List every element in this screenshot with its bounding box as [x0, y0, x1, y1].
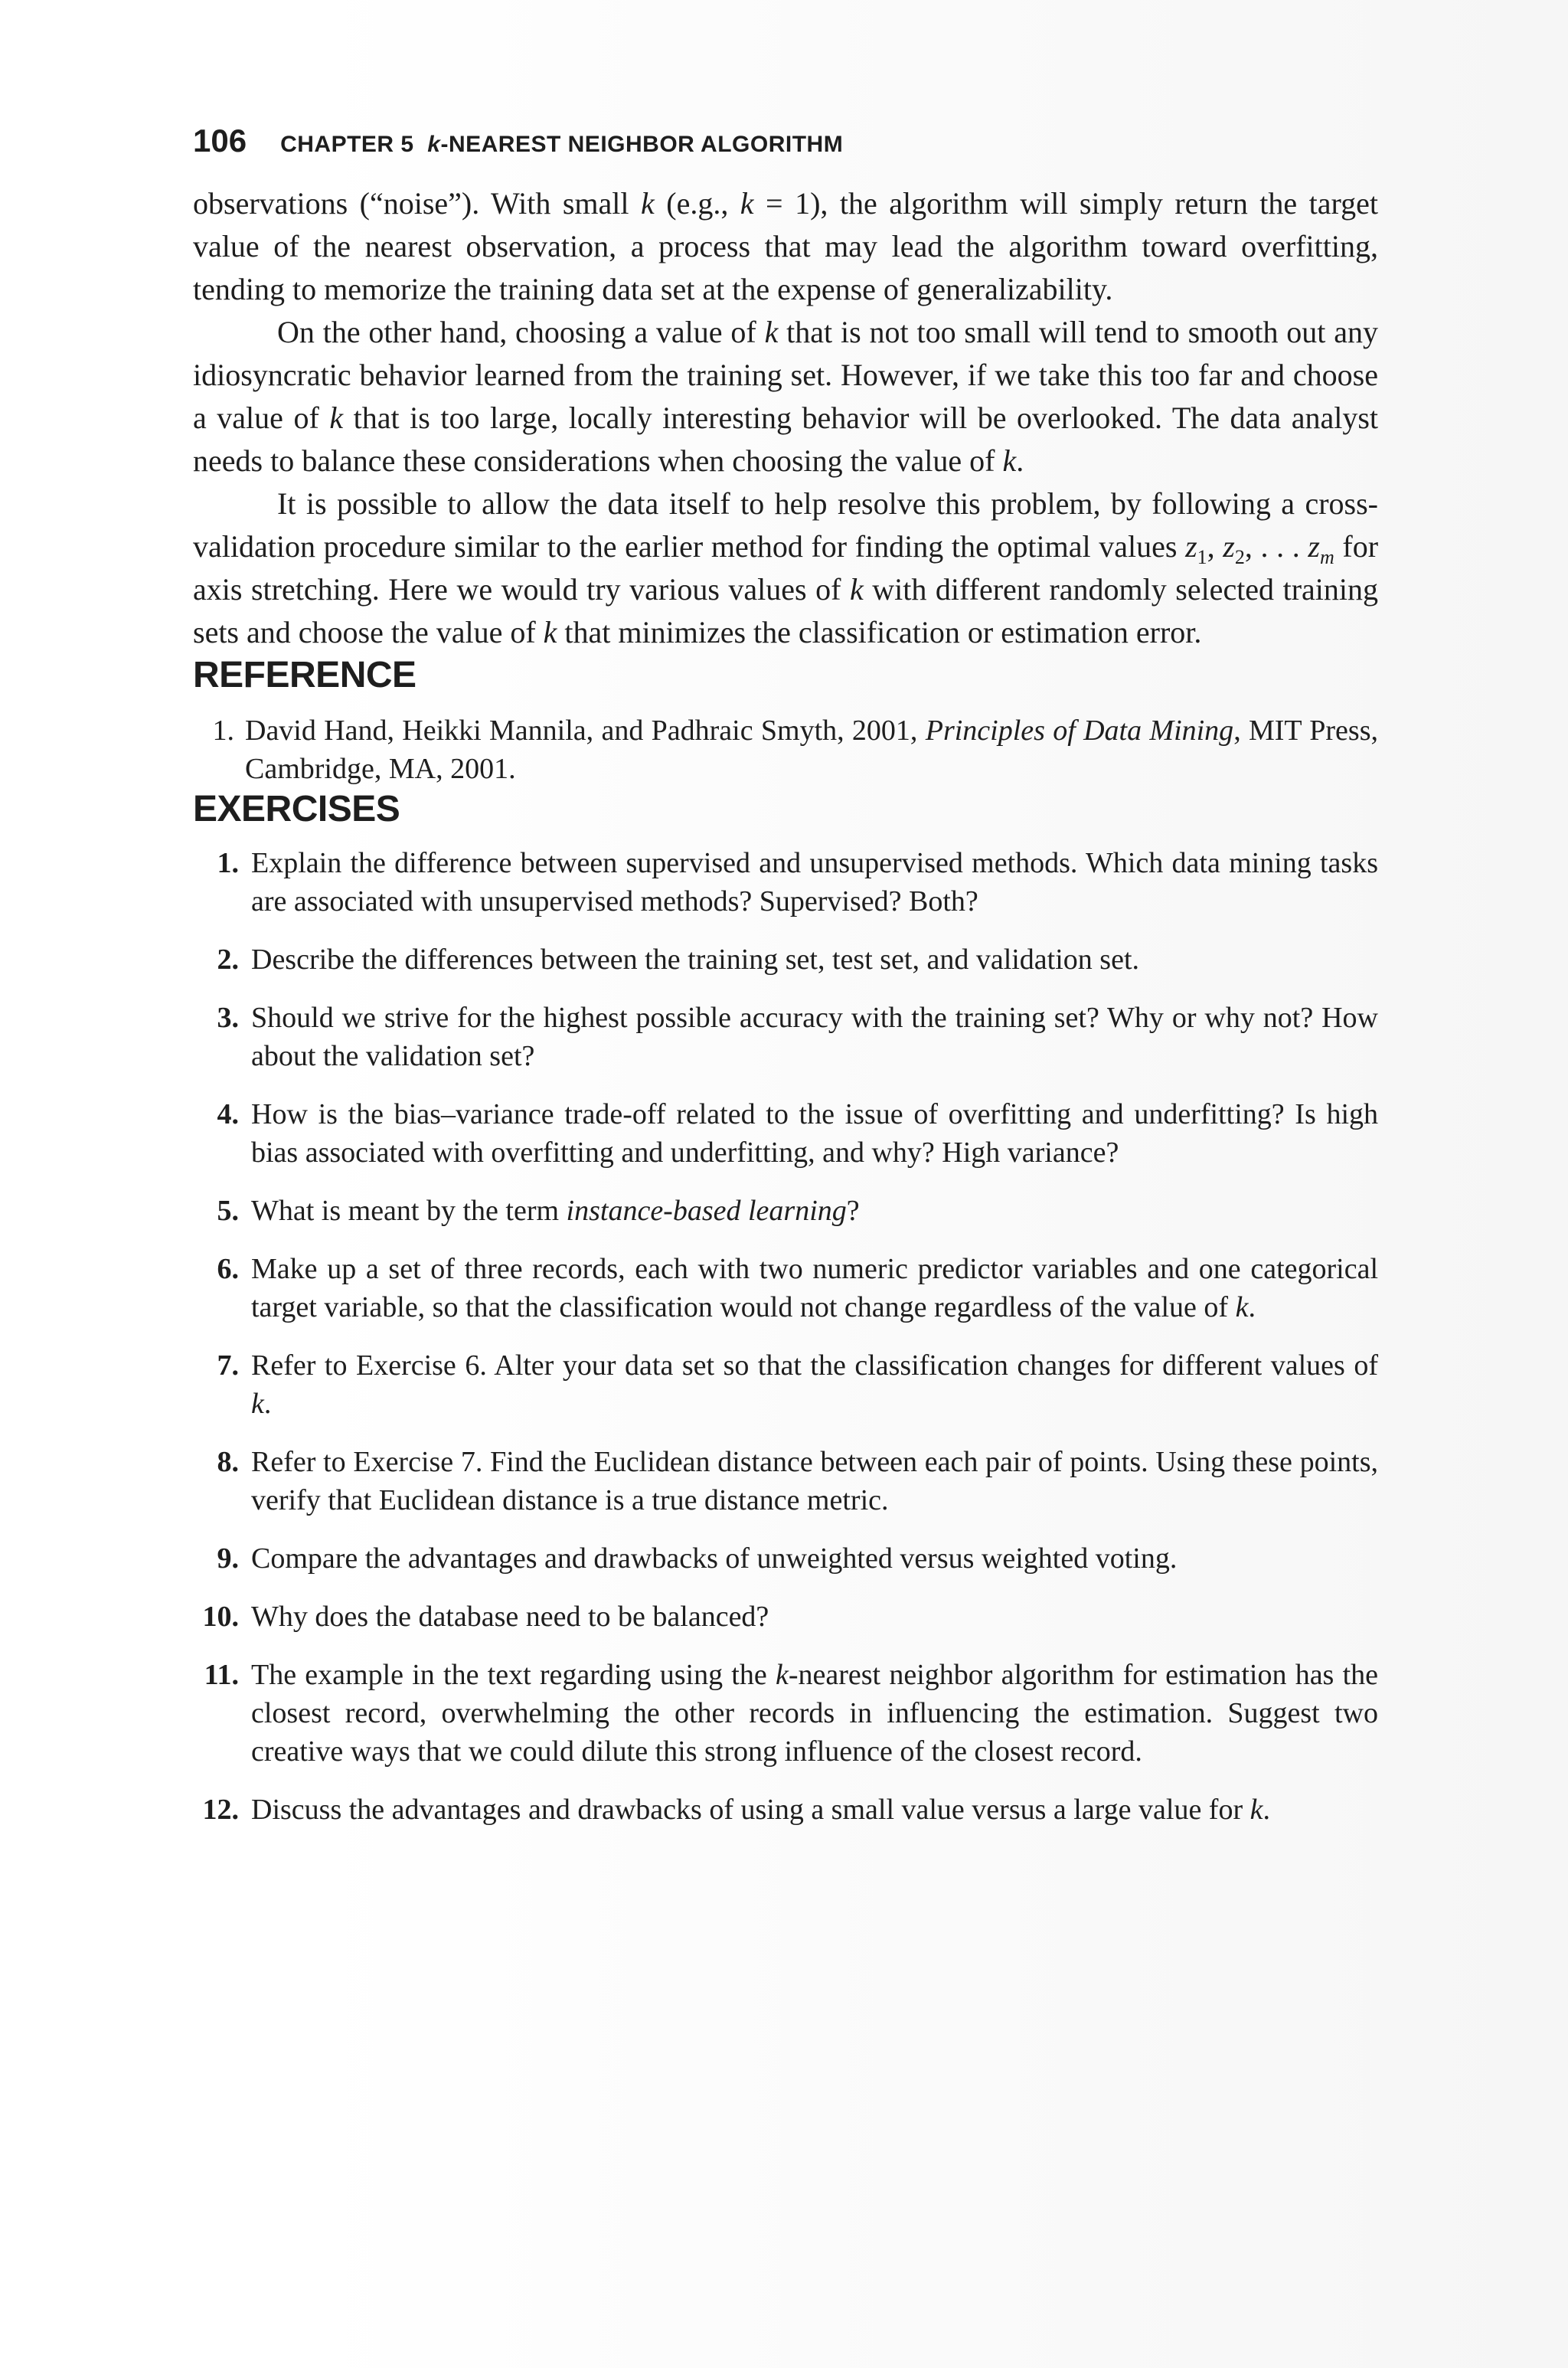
p2-text-a: On the other hand, choosing a value of	[277, 315, 765, 349]
chapter-title-rest: -NEAREST NEIGHBOR ALGORITHM	[440, 132, 844, 157]
p1-k2: k	[740, 186, 754, 221]
exercise-7-text-a: Refer to Exercise 6. Alter your data set so that the classification changes for different values of	[251, 1349, 1378, 1382]
exercise-11-text-a: The example in the text regarding using the	[251, 1659, 776, 1691]
reference-item	[193, 711, 1378, 788]
p3-text-b: for axis stretching. Here we would try various values of	[193, 529, 1379, 607]
exercise-text: Describe the differences between the training set, test set, and validation set.	[251, 944, 1140, 976]
exercise-item	[193, 1443, 1378, 1519]
chapter-label	[280, 132, 843, 158]
exercise-number: 8.	[217, 1446, 239, 1478]
exercise-item	[193, 1346, 1378, 1423]
exercise-text: Compare the advantages and drawbacks of unweighted versus weighted voting.	[251, 1542, 1178, 1575]
exercise-5-text-a: What is meant by the term	[251, 1195, 567, 1227]
exercise-list	[193, 844, 1378, 1829]
exercise-6-text-a: Make up a set of three records, each with two numeric predictor variables and one categorical target variable, so that the classification would not change regardless of the value of	[251, 1253, 1378, 1323]
exercise-item	[193, 1250, 1378, 1326]
exercise-12-k: k	[1250, 1794, 1263, 1826]
exercise-number: 4.	[217, 1098, 239, 1130]
exercise-number: 12.	[202, 1794, 239, 1826]
p3-sep2: , . . .	[1244, 529, 1308, 564]
p3-text-a: It is possible to allow the data itself to help resolve this problem, by following a cross-validation procedure similar to the earlier method for finding the optimal values	[193, 486, 1378, 564]
p2-k2: k	[329, 401, 344, 435]
p2-text-d: .	[1016, 443, 1024, 478]
exercise-text: Should we strive for the highest possible accuracy with the training set? Why or why not? How about the validation set?	[251, 1002, 1378, 1072]
reference-heading: REFERENCE	[193, 655, 416, 695]
exercise-number: 10.	[202, 1601, 239, 1633]
exercise-number: 7.	[217, 1349, 239, 1382]
p1-k1: k	[641, 186, 655, 221]
exercise-number: 5.	[217, 1195, 239, 1227]
exercise-item	[193, 1539, 1378, 1578]
paragraph-3	[193, 482, 1378, 654]
exercise-number: 3.	[217, 1002, 239, 1034]
p3-sep1: ,	[1207, 529, 1223, 564]
exercise-12-text-a: Discuss the advantages and drawbacks of using a small value versus a large value for	[251, 1794, 1250, 1826]
body-text	[193, 182, 1378, 654]
exercise-item	[193, 999, 1378, 1075]
reference-list	[193, 711, 1378, 788]
exercise-6-text-b: .	[1248, 1291, 1256, 1323]
exercise-item	[193, 940, 1378, 979]
exercise-text: Why does the database need to be balanced?	[251, 1601, 769, 1633]
exercise-item	[193, 1598, 1378, 1636]
reference-publisher: , MIT Press, Cambridge, MA, 2001.	[245, 715, 1378, 785]
p3-z1-subscript: 1	[1197, 546, 1207, 568]
chapter-k: k	[427, 132, 441, 157]
exercise-number: 2.	[217, 944, 239, 976]
exercise-item	[193, 1791, 1378, 1829]
exercise-11-text-b: -nearest neighbor algorithm for estimation has the closest record, overwhelming the other records in influencing the estimation. Suggest two creative ways that we could dilute this strong influence of the closest record.	[251, 1659, 1379, 1768]
p3-text-c: with different randomly selected training sets and choose the value of	[193, 572, 1379, 649]
exercise-6-k: k	[1235, 1291, 1249, 1323]
exercise-item	[193, 844, 1378, 921]
exercises-heading: EXERCISES	[193, 789, 400, 829]
exercise-item	[193, 1192, 1378, 1230]
exercise-7-text-b: .	[263, 1388, 272, 1420]
exercise-text: Explain the difference between supervised and unsupervised methods. Which data mining tasks are associated with unsupervised methods? Supervised? Both?	[251, 847, 1378, 917]
exercise-5-text-b: ?	[846, 1195, 860, 1227]
exercise-text	[251, 1250, 1378, 1326]
exercise-text	[251, 1791, 1378, 1829]
exercise-text: Refer to Exercise 7. Find the Euclidean distance between each pair of points. Using these points, verify that Euclidean distance is a true distance metric.	[251, 1446, 1378, 1516]
p1-text-a: observations (“noise”). With small	[193, 186, 641, 221]
exercise-11-k: k	[775, 1659, 789, 1691]
exercise-number: 11.	[204, 1659, 239, 1691]
p2-text-c: that is too large, locally interesting behavior will be overlooked. The data analyst needs to balance these considerations when choosing the value of	[193, 401, 1378, 478]
p3-z2-subscript: 2	[1234, 546, 1245, 568]
exercise-5-term: instance-based learning	[566, 1195, 847, 1227]
reference-book-title: Principles of Data Mining	[925, 715, 1234, 747]
exercise-7-k: k	[251, 1388, 264, 1420]
reference-authors: David Hand, Heikki Mannila, and Padhraic Smyth, 2001,	[245, 715, 926, 747]
exercise-number: 9.	[217, 1542, 239, 1575]
exercise-text: How is the bias–variance trade-off related to the issue of overfitting and underfitting? Is high bias associated with overfitting and underfitting, and why? High variance?	[251, 1098, 1378, 1169]
exercise-12-text-b: .	[1263, 1794, 1270, 1826]
p3-z2: z	[1223, 529, 1235, 564]
p2-k3: k	[1002, 443, 1017, 478]
p1-text-b: (e.g.,	[654, 186, 740, 221]
page-number: 106	[193, 123, 247, 159]
p3-k1: k	[849, 572, 864, 607]
page-content	[193, 123, 1378, 1849]
p2-text-b: that is not too small will tend to smooth out any idiosyncratic behavior learned from the training set. However, if we take this too far and choose a value of	[193, 315, 1378, 435]
p3-zm: z	[1308, 529, 1320, 564]
paragraph-1	[193, 182, 1378, 311]
p3-text-d: that minimizes the classification or estimation error.	[557, 615, 1202, 649]
p2-k1: k	[764, 315, 779, 349]
p3-k2: k	[543, 615, 557, 649]
running-head	[193, 123, 1378, 168]
paragraph-2	[193, 311, 1378, 482]
exercise-number: 6.	[217, 1253, 239, 1285]
p3-zm-subscript: m	[1319, 546, 1334, 568]
exercise-item	[193, 1656, 1378, 1771]
exercise-text	[251, 1346, 1378, 1423]
exercise-number: 1.	[217, 847, 239, 879]
reference-text	[245, 711, 1378, 788]
p1-text-c: = 1), the algorithm will simply return the target value of the nearest observation, a process that may lead the algorithm toward overfitting, tending to memorize the training data set at the expense of generalizability.	[193, 186, 1378, 306]
exercise-text	[251, 1656, 1378, 1771]
reference-number: 1.	[212, 715, 234, 747]
p3-z1: z	[1185, 529, 1197, 564]
chapter-prefix: CHAPTER 5	[280, 132, 414, 157]
exercise-text	[251, 1192, 1378, 1230]
exercise-item	[193, 1095, 1378, 1172]
